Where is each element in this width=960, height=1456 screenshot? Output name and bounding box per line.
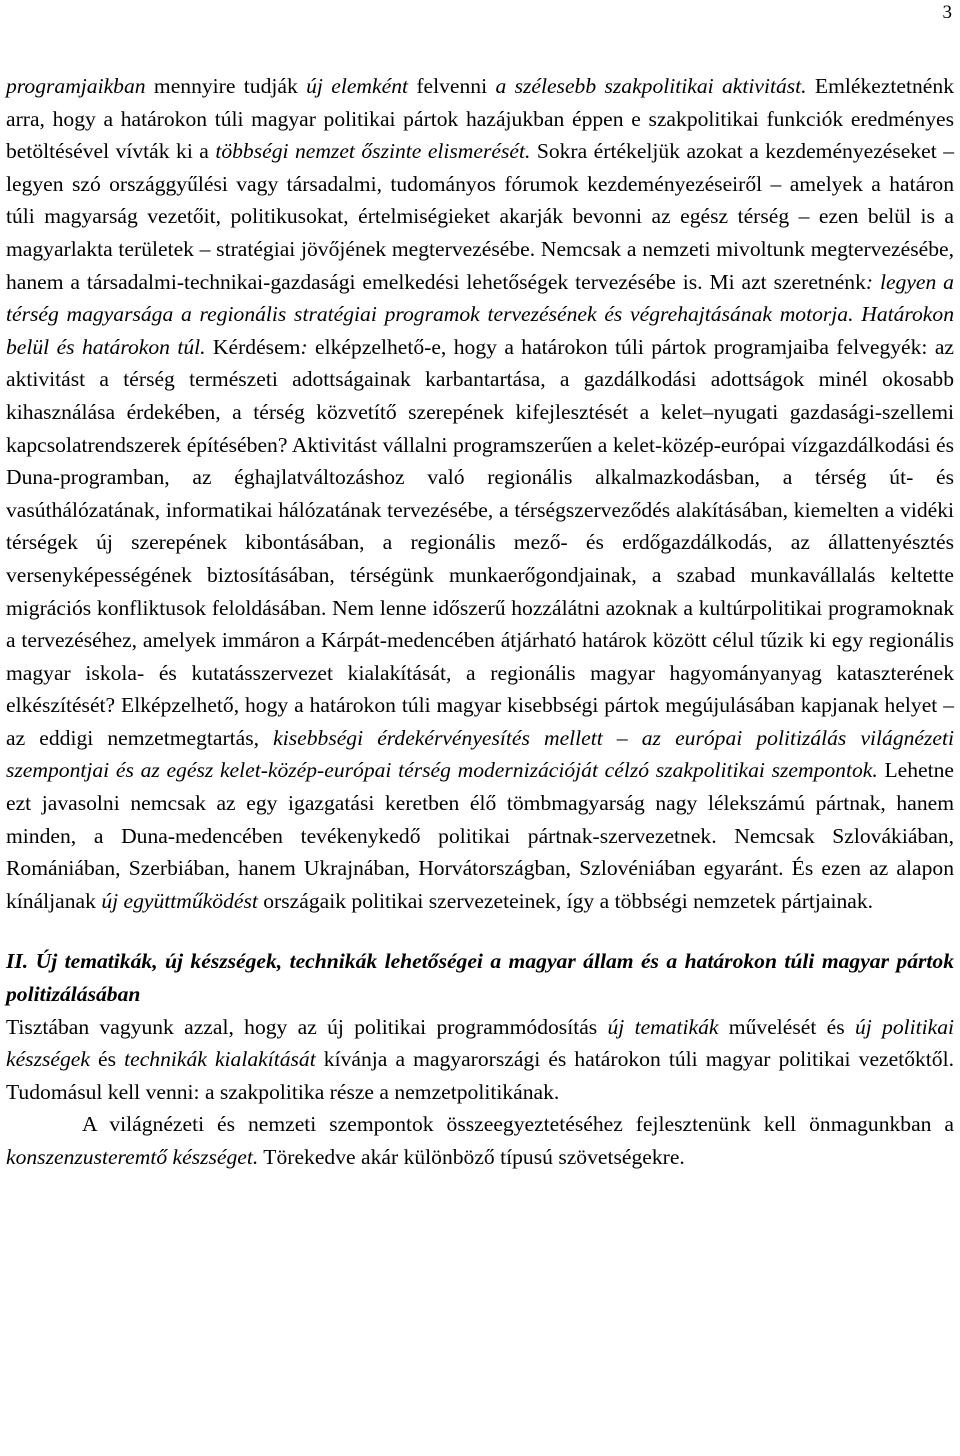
italic-text-run: a szélesebb szakpolitikai aktivitást. <box>495 74 807 98</box>
italic-text-run: : <box>300 334 308 359</box>
text-run: Sokra értékeljük azokat a kezdeményezéseket – legyen szó országgyűlési vagy társadalmi, tudományos fórumok kezdeményezéseiről – amelyek a határon túli magyarság vezetőit, politikusokat, értelmiségieket akarják bevonni az egész térség – ezen belül is a magyarlakta területek – stratégiai jövőjének megtervezésébe. Nemcsak a nemzeti mivoltunk megtervezésébe, hanem a társadalmi-technikai-gazdasági emelkedési lehetőségek tervezésébe is. Mi azt szeretnénk <box>6 139 955 294</box>
text-run: mennyire tudják <box>145 74 307 98</box>
text-run: A világnézeti és nemzeti szempontok összeegyeztetéséhez fejlesztenünk kell önmagunkban a <box>82 1112 954 1137</box>
text-run: kívánja a magyarországi és határokon túli magyar politikai vezetőktől. Tudomásul kell venni: a szakpolitika része a nemzetpolitikának. <box>6 1047 954 1104</box>
text-run: Lehetne ezt javasolni nemcsak az egy igazgatási keretben élő tömbmagyarság nagy lélekszámú pártnak, hanem minden, a Duna-medencében tevékenykedő politikai pártnak-szervezetnek. Nemcsak Szlovákiában, Romániában, Szerbiában, hanem Ukrajnában, Horvátországban, Szlovéniában egyaránt. És ezen az alapon kínáljanak <box>6 758 955 913</box>
text-run: Tisztában vagyunk azzal, hogy az új politikai programmódosítás <box>6 1014 608 1039</box>
text-run: művelését és <box>718 1014 855 1039</box>
italic-text-run: konszenzusteremtő készséget. <box>6 1145 259 1169</box>
italic-text-run: új tematikák <box>607 1014 719 1039</box>
text-run: elképzelhető-e, hogy a határokon túli pártok programjaiba felvegyék: az aktivitást a térség természeti adottságainak karbantartása, a gazdálkodási adottságok minél okosabb kihasználása érdekében, a térség közvetítő szerepének kifejlesztését a kelet–nyugati gazdasági-szellemi kapcsolatrendszerek építésében? Aktivitást vállalni programszerűen a kelet-közép-európai vízgazdálkodási és Duna-programban, az éghajlatváltozáshoz való regionális alkalmazkodásban, a térség út- és vasúthálózatának, informatikai hálózatának tervezésébe, a térségszerveződés alakításában, kiemelten a vidéki térségek új szerepének kibontásában, a regionális mező- és erdőgazdálkodás, az állattenyésztés versenyképességének biztosításában, térségünk munkaerőgondjainak, a szabad munkavállalás keltette migrációs konfliktusok feloldásában. Nem lenne időszerű hozzálátni azoknak a kultúrpolitikai programoknak a tervezéséhez, amelyek immáron a Kárpát-medencében átjárható határok között célul tűzik ki egy regionális magyar iskola- és kutatásszervezet kialakítását, a regionális magyar hagyományanyag kataszterének elkészítését? Elképzelhető, hogy a határokon túli magyar kisebbségi pártok megújulásában kapjanak helyet – az eddigi nemzetmegtartás, <box>6 334 954 750</box>
italic-text-run: technikák kialakítását <box>124 1047 316 1072</box>
paragraph-3 <box>6 1108 954 1173</box>
page-number: 3 <box>942 2 952 23</box>
paragraph-1 <box>6 70 954 917</box>
paragraph-2 <box>6 1011 954 1109</box>
text-run: és <box>89 1047 125 1072</box>
italic-text-run: programjaikban <box>6 74 146 98</box>
text-run: országaik politikai szervezeteinek, így a többségi nemzetek pártjainak. <box>257 888 874 913</box>
italic-text-run: új politikai készségek <box>6 1014 954 1072</box>
text-run: Kérdésem <box>205 334 301 359</box>
italic-text-run: : legyen a térség magyarsága a regionális stratégiai programok tervezésének és végrehajtásának motorja. Határokon belül és határokon túl. <box>6 269 954 359</box>
text-run: Emlékeztetnénk arra, hogy a határokon túli magyar politikai pártok hazájukban éppen e szakpolitikai funkciók eredményes betöltésével vívták ki a <box>6 74 954 164</box>
text-run: felvenni <box>408 74 496 98</box>
text-run: Törekedve akár különböző típusú szövetségekre. <box>258 1145 685 1169</box>
italic-text-run: új elemként <box>306 74 408 98</box>
italic-text-run: többségi nemzet őszinte elismerését. <box>215 139 531 164</box>
document-body <box>6 70 954 1174</box>
italic-text-run: új együttműködést <box>101 888 258 913</box>
italic-text-run: kisebbségi érdekérvényesítés mellett – az európai politizálás világnézeti szempontjai és az egész kelet-közép-európai térség modernizációját célzó szakpolitikai szempontok. <box>6 725 954 783</box>
section-heading: II. Új tematikák, új készségek, technikák lehetőségei a magyar állam és a határokon túli magyar pártok politizálásában <box>6 949 954 1007</box>
